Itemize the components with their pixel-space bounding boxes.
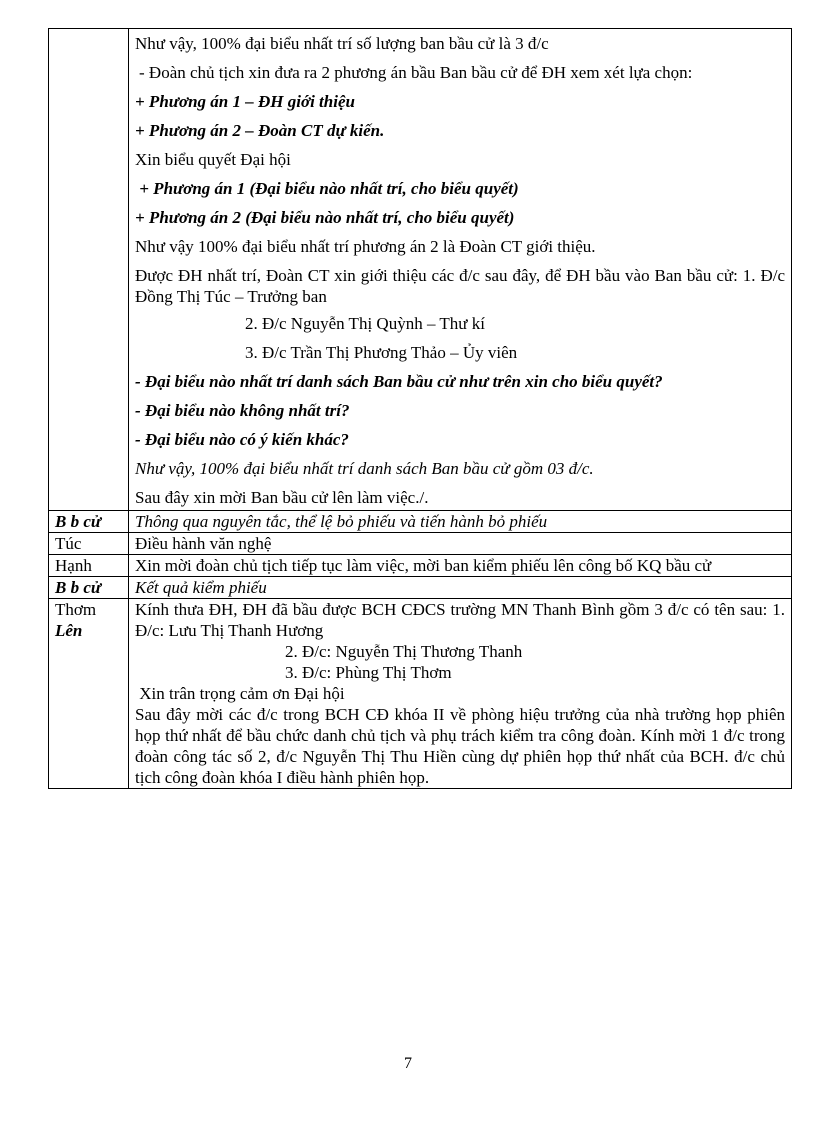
content-cell: Kết quả kiểm phiếu [129,577,792,599]
paragraph: - Đại biểu nào không nhất trí? [135,401,350,420]
table-row [49,555,792,577]
paragraph: Xin biểu quyết Đại hội [135,150,291,169]
speaker-cell [49,599,129,789]
content-cell: Thông qua nguyên tắc, thể lệ bỏ phiếu và tiến hành bỏ phiếu [129,511,792,533]
paragraph: + Phương án 2 – Đoàn CT dự kiến. [135,121,385,140]
content-cell [129,29,792,511]
list-item: 3. Đ/c Trần Thị Phương Thảo – Ủy viên [245,343,518,362]
content-cell: Điều hành văn nghệ [129,533,792,555]
speaker-name: Thơm [55,600,97,619]
paragraph: - Đại biểu nào nhất trí danh sách Ban bầu cử như trên xin cho biểu quyết? [135,372,663,391]
paragraph: Như vậy, 100% đại biểu nhất trí số lượng ban bầu cử là 3 đ/c [135,34,549,53]
content-cell [129,599,792,789]
paragraph: - Đoàn chủ tịch xin đưa ra 2 phương án bầu Ban bầu cử để ĐH xem xét lựa chọn: [139,63,693,82]
paragraph: Kính thưa ĐH, ĐH đã bầu được BCH CĐCS trường MN Thanh Bình gồm 3 đ/c có tên sau: 1. Đ/c: Lưu Thị Thanh Hương [135,600,785,640]
speaker-note: Lên [55,621,83,640]
paragraph: - Đại biểu nào có ý kiến khác? [135,430,349,449]
speaker-cell: B b cử [49,511,129,533]
list-item: 3. Đ/c: Phùng Thị Thơm [285,663,452,682]
table-row [49,29,792,511]
speaker-cell: B b cử [49,577,129,599]
paragraph: + Phương án 1 (Đại biểu nào nhất trí, cho biểu quyết) [135,179,519,198]
list-item: 2. Đ/c: Nguyễn Thị Thương Thanh [285,642,523,661]
paragraph: + Phương án 1 – ĐH giới thiệu [135,92,355,111]
speaker-cell: Hạnh [49,555,129,577]
paragraph: Xin trân trọng cảm ơn Đại hội [135,684,345,703]
paragraph: + Phương án 2 (Đại biểu nào nhất trí, cho biểu quyết) [135,208,515,227]
table-row [49,599,792,789]
paragraph: Như vậy, 100% đại biểu nhất trí danh sách Ban bầu cử gồm 03 đ/c. [135,459,594,478]
table-row [49,577,792,599]
paragraph: Như vậy 100% đại biểu nhất trí phương án 2 là Đoàn CT giới thiệu. [135,237,596,256]
list-item: 2. Đ/c Nguyễn Thị Quỳnh – Thư kí [245,314,485,333]
speaker-cell [49,29,129,511]
paragraph: Sau đây xin mời Ban bầu cử lên làm việc./. [135,488,429,507]
paragraph: Sau đây mời các đ/c trong BCH CĐ khóa II về phòng hiệu trưởng của nhà trường họp phiên họp thứ nhất để bầu chức danh chủ tịch và phụ trách kiểm tra công đoàn. Kính mời 1 đ/c trong đoàn công tác số 2, đ/c Nguyễn Thị Thu Hiền cùng dự phiên họp thứ nhất của BCH. đ/c chủ tịch công đoàn khóa I điều hành phiên họp. [135,705,785,787]
paragraph: Được ĐH nhất trí, Đoàn CT xin giới thiệu các đ/c sau đây, để ĐH bầu vào Ban bầu cử: 1. Đ/c Đồng Thị Túc – Trưởng ban [135,266,785,306]
table-row [49,511,792,533]
content-cell: Xin mời đoàn chủ tịch tiếp tục làm việc, mời ban kiểm phiếu lên công bố KQ bầu cử [129,555,792,577]
script-table [48,28,792,789]
page-number: 7 [404,1055,412,1072]
speaker-cell: Túc [49,533,129,555]
table-row [49,533,792,555]
